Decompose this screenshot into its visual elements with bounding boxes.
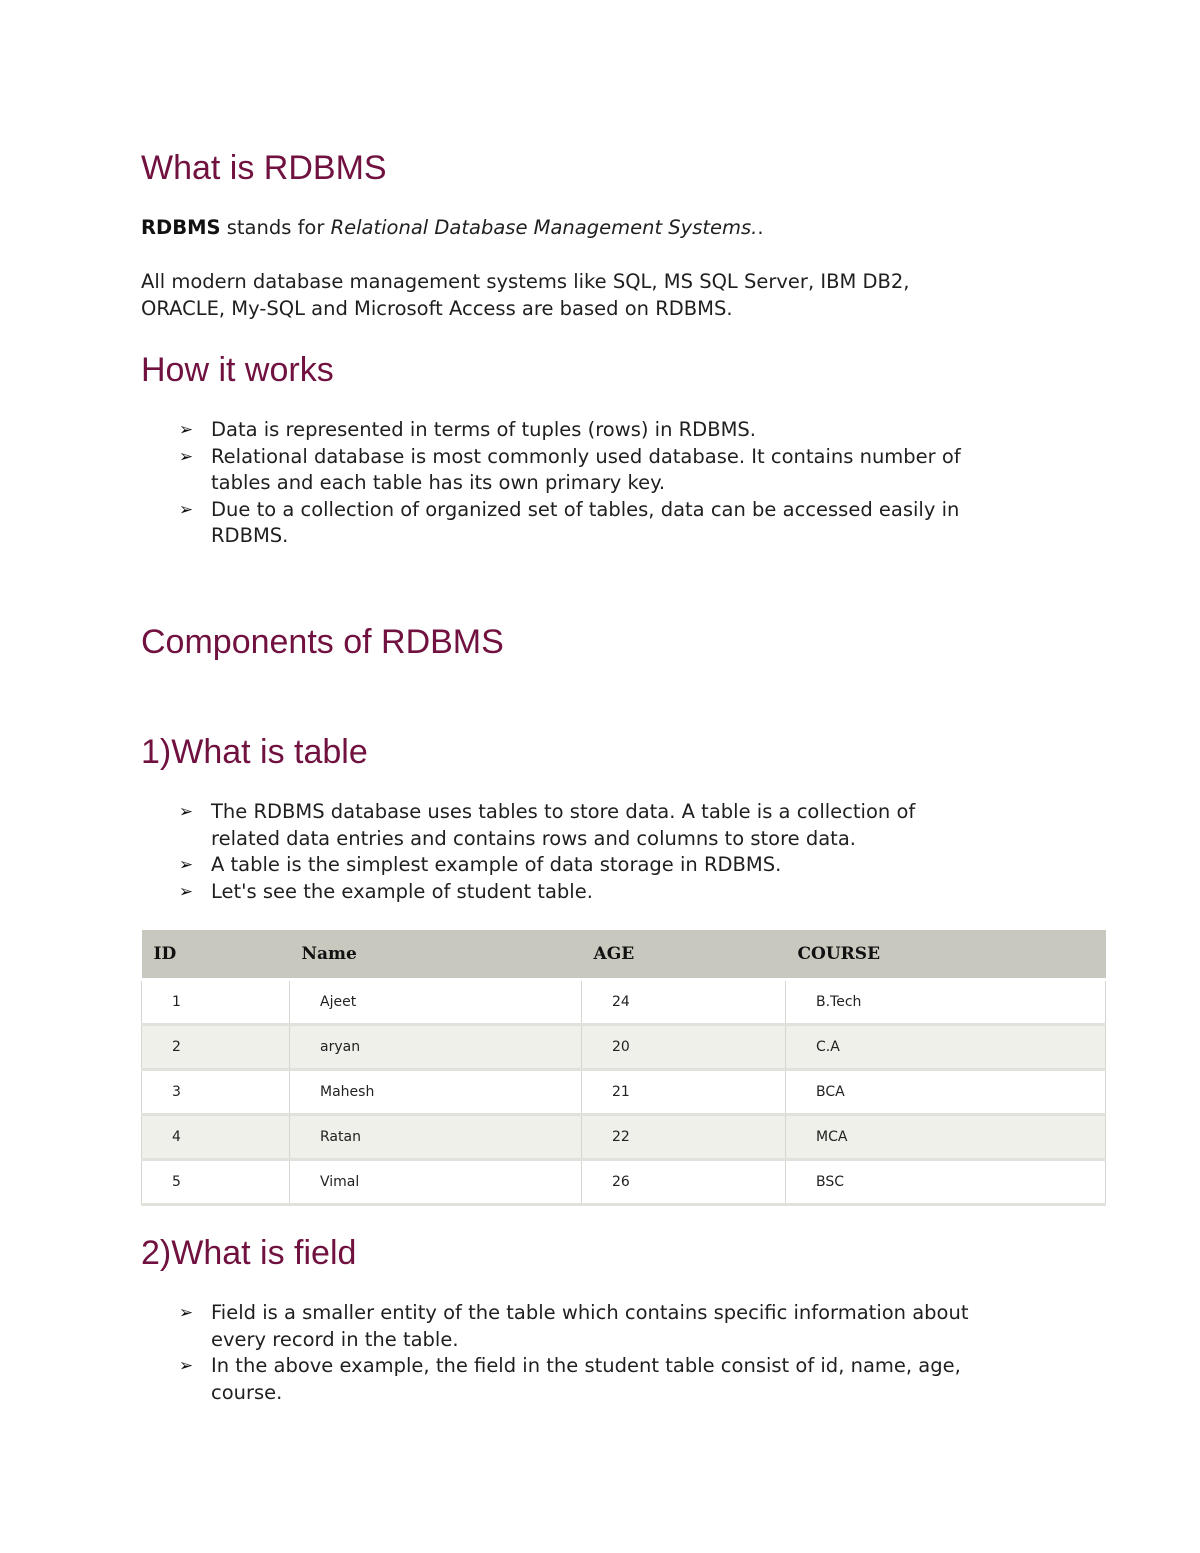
table-cell-name: Vimal [290, 1160, 582, 1205]
list-item-text: Due to a collection of organized set of tables, data can be accessed easily in [211, 497, 960, 521]
how-it-works-list [141, 417, 1111, 550]
table-cell-name: Ajeet [290, 980, 582, 1025]
list-item-text: Relational database is most commonly used database. It contains number of [211, 444, 961, 468]
student-table [141, 930, 1106, 1206]
table-cell-age: 20 [582, 1025, 786, 1070]
table-cell-course: MCA [786, 1115, 1106, 1160]
table-cell-course: BCA [786, 1070, 1106, 1115]
table-row [142, 1025, 1106, 1070]
table-row [142, 1115, 1106, 1160]
intro-line: ORACLE, My-SQL and Microsoft Access are based on RDBMS. [141, 296, 733, 320]
table-cell-id: 2 [142, 1025, 290, 1070]
list-item-text: related data entries and contains rows and columns to store data. [211, 826, 856, 850]
list-item [141, 444, 1111, 497]
list-item-text: Field is a smaller entity of the table which contains specific information about [211, 1301, 969, 1324]
column-header-age: AGE [582, 930, 786, 980]
column-header-course: COURSE [786, 930, 1106, 980]
list-item-text: The RDBMS database uses tables to store data. A table is a collection of [211, 800, 916, 823]
what-is-table-list [141, 799, 1111, 905]
table-row [142, 1160, 1106, 1205]
stands-for-text: stands for [220, 216, 331, 239]
rdbms-abbr: RDBMS [141, 216, 221, 239]
list-item-text: RDBMS. [211, 524, 289, 547]
rdbms-full-name: Relational Database Management Systems. [330, 216, 758, 239]
heading-how-it-works: How it works [141, 351, 334, 389]
list-item-text: A table is the simplest example of data storage in RDBMS. [211, 853, 782, 876]
table-cell-course: BSC [786, 1160, 1106, 1205]
table-cell-name: aryan [290, 1025, 582, 1070]
list-item-text: In the above example, the field in the student table consist of id, name, age, [211, 1354, 961, 1377]
table-cell-age: 24 [582, 980, 786, 1025]
list-item-text: course. [211, 1380, 283, 1404]
table-cell-id: 1 [142, 980, 290, 1025]
arrowhead-bullet-icon: ➢ [178, 499, 194, 520]
table-cell-id: 4 [142, 1115, 290, 1160]
table-header-row [142, 930, 1106, 980]
heading-what-is-table: 1)What is table [141, 733, 368, 771]
heading-what-is-rdbms: What is RDBMS [141, 149, 387, 187]
column-header-name: Name [290, 930, 582, 980]
arrowhead-bullet-icon: ➢ [178, 881, 194, 902]
arrowhead-bullet-icon: ➢ [178, 802, 194, 822]
column-header-id: ID [142, 930, 290, 980]
table-cell-age: 21 [582, 1070, 786, 1115]
list-item [141, 417, 1111, 444]
arrowhead-bullet-icon: ➢ [178, 1303, 194, 1323]
table-cell-course: C.A [786, 1025, 1106, 1070]
arrowhead-bullet-icon: ➢ [178, 446, 194, 467]
intro-line: All modern database management systems like SQL, MS SQL Server, IBM DB2, [141, 270, 910, 293]
list-item-text: tables and each table has its own primary key. [211, 471, 666, 494]
table-cell-id: 5 [142, 1160, 290, 1205]
list-item [141, 1300, 1111, 1353]
table-cell-age: 22 [582, 1115, 786, 1160]
what-is-field-list [141, 1300, 1111, 1406]
intro-paragraph [141, 269, 910, 322]
table-cell-name: Mahesh [290, 1070, 582, 1115]
list-item [141, 799, 1111, 852]
list-item-text: every record in the table. [211, 1327, 459, 1351]
table-cell-age: 26 [582, 1160, 786, 1205]
table-row [142, 980, 1106, 1025]
table-cell-course: B.Tech [786, 980, 1106, 1025]
list-item-text: Data is represented in terms of tuples (rows) in RDBMS. [211, 418, 756, 441]
definition-paragraph [141, 215, 764, 242]
arrowhead-bullet-icon: ➢ [178, 420, 194, 440]
table-row [142, 1070, 1106, 1115]
heading-what-is-field: 2)What is field [141, 1234, 357, 1272]
list-item-text: Let's see the example of student table. [211, 879, 593, 903]
table-cell-id: 3 [142, 1070, 290, 1115]
table-cell-name: Ratan [290, 1115, 582, 1160]
arrowhead-bullet-icon: ➢ [178, 855, 194, 875]
list-item [141, 879, 1111, 906]
list-item [141, 852, 1111, 879]
heading-components-of-rdbms: Components of RDBMS [141, 623, 504, 661]
list-item [141, 497, 1111, 550]
list-item [141, 1353, 1111, 1406]
arrowhead-bullet-icon: ➢ [178, 1356, 194, 1376]
definition-suffix: . [757, 216, 764, 239]
